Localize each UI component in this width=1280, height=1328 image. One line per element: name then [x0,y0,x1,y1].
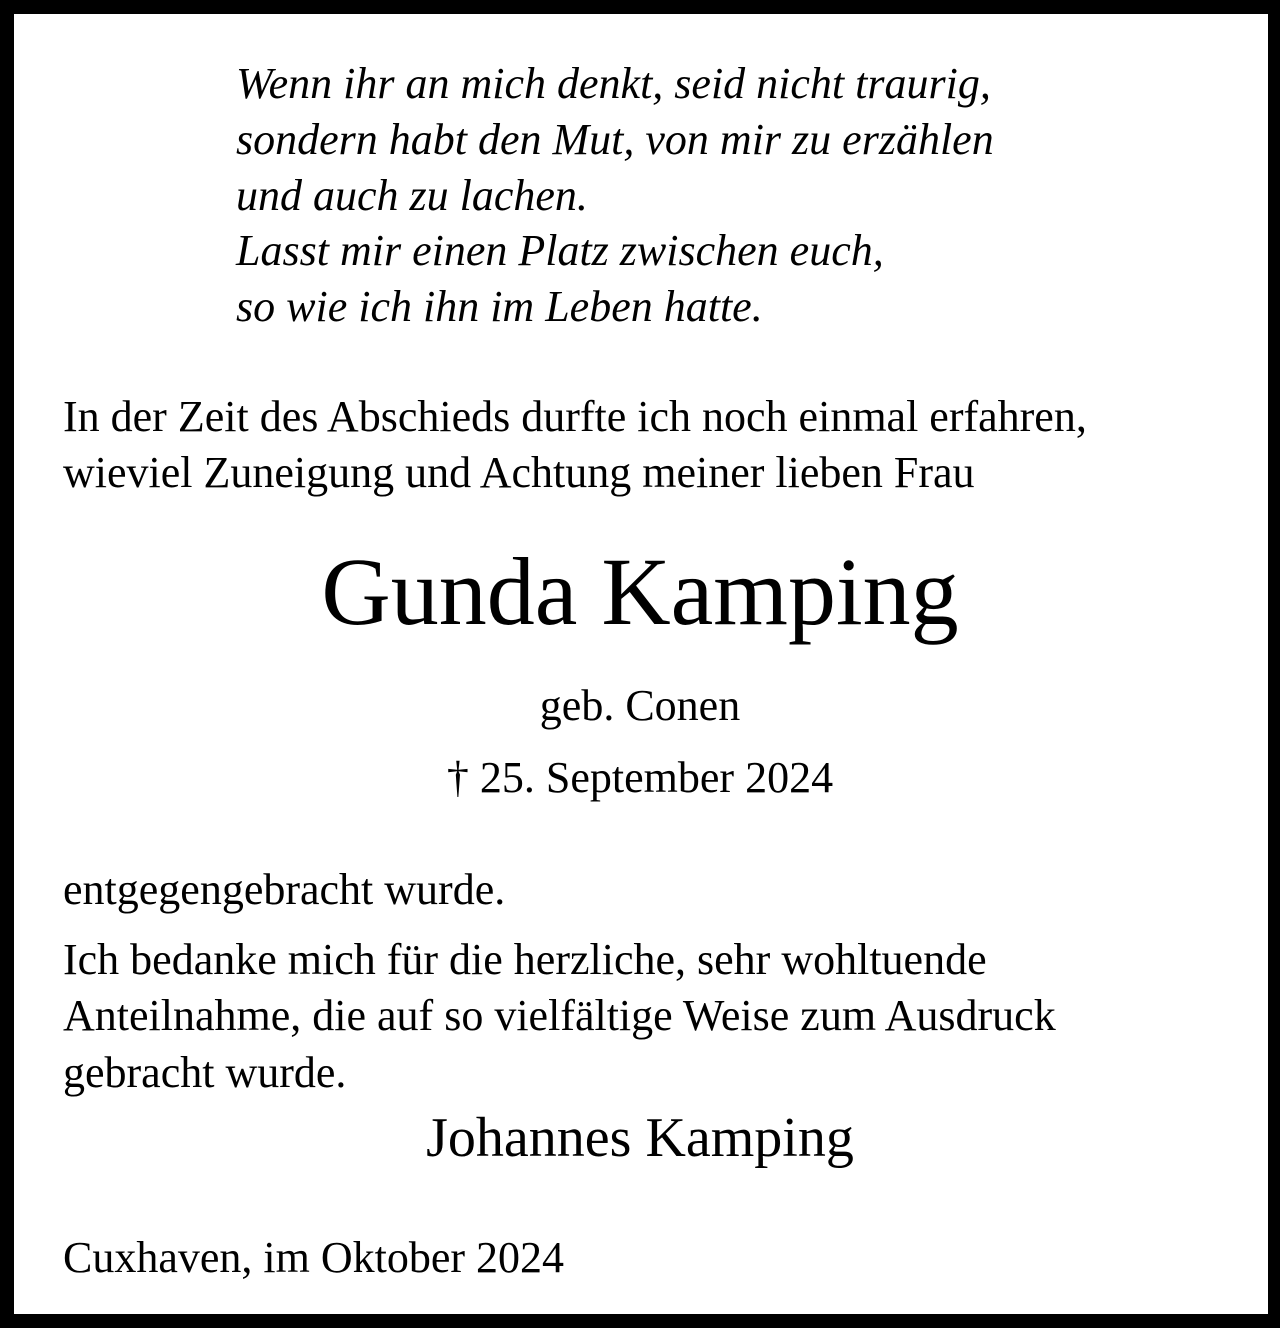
thanks-line: gebracht wurde. [63,1048,347,1097]
poem-line: Lasst mir einen Platz zwischen euch, [236,226,884,275]
death-date: † 25. September 2024 [446,753,834,802]
deceased-name: Gunda Kamping [321,538,959,645]
birth-name: geb. Conen [539,681,741,730]
signer-name: Johannes Kamping [426,1107,854,1169]
place-date: Cuxhaven, im Oktober 2024 [63,1233,565,1282]
poem-line: sondern habt den Mut, von mir zu erzählen [236,115,994,164]
poem-line: so wie ich ihn im Leben hatte. [236,282,763,331]
poem-line: und auch zu lachen. [236,171,588,220]
thanks-line: Ich bedanke mich für die herzliche, sehr wohltuende [63,935,987,984]
continuation-text: entgegengebracht wurde. [63,865,506,914]
intro-line: wieviel Zuneigung und Achtung meiner lieben Frau [63,448,975,497]
intro-line: In der Zeit des Abschieds durfte ich noch einmal erfahren, [63,392,1087,441]
poem-line: Wenn ihr an mich denkt, seid nicht traurig, [236,59,991,108]
thanks-line: Anteilnahme, die auf so vielfältige Weise zum Ausdruck [63,991,1056,1040]
